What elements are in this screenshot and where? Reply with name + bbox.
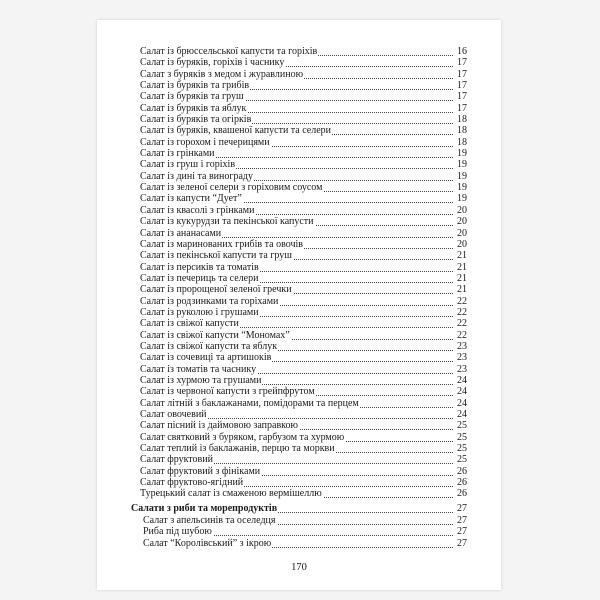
toc-entry — [97, 80, 501, 91]
toc-entry-page: 23 — [453, 352, 467, 363]
toc-entry — [97, 228, 501, 239]
toc-entry-title: Салат із ананасами — [140, 227, 222, 239]
toc-entry-page: 22 — [453, 330, 467, 341]
toc-entry-page: 26 — [453, 477, 467, 488]
toc-entry — [97, 57, 501, 68]
toc-section-page: 27 — [453, 503, 467, 514]
toc-entry-title: Салат із буряків та огірків — [140, 114, 252, 126]
toc-entry-page: 22 — [453, 296, 467, 307]
toc-entry-page: 24 — [453, 398, 467, 409]
toc-entry — [97, 409, 501, 420]
toc-entry — [97, 216, 501, 227]
toc-entry-title: Салат із маринованих грибів та овочів — [140, 238, 303, 250]
toc-entry-page: 16 — [453, 46, 467, 57]
toc-entry-title: Салат із капусти “Дует” — [140, 193, 242, 205]
toc-entry — [97, 526, 501, 537]
toc-entry — [97, 386, 501, 397]
toc-entry — [97, 432, 501, 443]
toc-entry-page: 25 — [453, 443, 467, 454]
toc-entry — [97, 239, 501, 250]
toc-entry — [97, 538, 501, 549]
toc-entry-title: Салат літній з баклажанами, помідорами та перцем — [140, 397, 359, 409]
toc-entry-page: 18 — [453, 125, 467, 136]
toc-entry-title: Салат святковий з буряком, гарбузом та хурмою — [140, 431, 345, 443]
toc-entry-title: Салат із дині та винограду — [140, 170, 254, 182]
toc-entry-page: 17 — [453, 103, 467, 114]
toc-entry-title: Салат із руколою і грушами — [140, 306, 259, 318]
toc-entry-title: Салат із персиків та томатів — [140, 261, 259, 273]
toc-entry-title: Салат із буряків, горіхів і часнику — [140, 57, 285, 69]
toc-entry-title: Салат із хурмою та грушами — [140, 374, 262, 386]
toc-entry — [97, 284, 501, 295]
toc-section-heading — [97, 503, 501, 514]
toc-entry-title: Салат пісний із даймовою заправкою — [140, 420, 299, 432]
toc-entry — [97, 69, 501, 80]
toc-entry-title: Салат із сочевиці та артишоків — [140, 352, 272, 364]
book-page — [97, 20, 501, 590]
toc-entry — [97, 114, 501, 125]
toc-entry-page: 27 — [453, 515, 467, 526]
toc-entry — [97, 137, 501, 148]
toc-entry-page: 20 — [453, 239, 467, 250]
toc-entry-title: Салат з буряків з медом і журавлиною — [140, 68, 304, 80]
toc-entry-page: 22 — [453, 307, 467, 318]
toc-entry — [97, 46, 501, 57]
toc-entry-title: Турецький салат із смаженою вермішеллю — [140, 488, 322, 500]
toc-entry — [97, 375, 501, 386]
toc-entry-page: 24 — [453, 386, 467, 397]
toc-entry-title: Салат із брюссельської капусти та горіхів — [140, 46, 318, 57]
toc-entry — [97, 364, 501, 375]
toc-entry — [97, 466, 501, 477]
toc-entry-page: 26 — [453, 466, 467, 477]
toc-entry-title: Салат з апельсинів та оселедця — [143, 515, 276, 527]
toc-entry-page: 17 — [453, 91, 467, 102]
toc-entry-page: 21 — [453, 284, 467, 295]
toc-entry-page: 19 — [453, 148, 467, 159]
toc-entry — [97, 352, 501, 363]
toc-entry-title: Салат фруктово-ягідний — [140, 477, 244, 489]
toc-entry-page: 18 — [453, 137, 467, 148]
toc-entry-title: Салат фруктовий з фініками — [140, 465, 261, 477]
toc-entry-title: Салат теплий із баклажанів, перцю та моркви — [140, 443, 335, 455]
toc-entry-title: Салат овочевий — [140, 409, 207, 420]
toc-entry — [97, 307, 501, 318]
toc-entry-title: Салат із свіжої капусти “Мономах” — [140, 329, 290, 341]
toc-entry-title: Салат із червоної капусти з грейпфрутом — [140, 386, 315, 398]
toc-entry-page: 21 — [453, 262, 467, 273]
toc-entry — [97, 296, 501, 307]
toc-entry-page: 20 — [453, 205, 467, 216]
toc-entry-page: 27 — [453, 538, 467, 549]
toc-entry — [97, 262, 501, 273]
toc-entry — [97, 477, 501, 488]
toc-entry-title: Салат із буряків, квашеної капусти та селери — [140, 125, 332, 137]
toc-entry-page: 27 — [453, 526, 467, 537]
toc-entry-page: 26 — [453, 488, 467, 499]
toc-entry — [97, 193, 501, 204]
toc-entry-title: Салат із буряків та груш — [140, 91, 244, 103]
toc-entry-page: 22 — [453, 318, 467, 329]
toc-section-title: Салати з риби та морепродуктів — [131, 502, 278, 514]
toc-entry-page: 17 — [453, 69, 467, 80]
toc-entry-title: Салат із свіжої капусти та яблук — [140, 340, 278, 352]
toc-entry-page: 21 — [453, 273, 467, 284]
toc-entry — [97, 515, 501, 526]
toc-entry-page: 19 — [453, 182, 467, 193]
toc-entry-page: 17 — [453, 80, 467, 91]
toc-entry-title: Салат із томатів та часнику — [140, 363, 257, 375]
toc-entry — [97, 205, 501, 216]
toc-entry-title: Салат із буряків та грибів — [140, 80, 250, 92]
toc-entry-title: Салат із пророщеної зеленої гречки — [140, 284, 292, 296]
toc-entry — [97, 182, 501, 193]
toc-entry-title: Салат із горохом і печерицями — [140, 136, 270, 148]
toc-entry-title: Салат із зеленої селери з горіховим соусом — [140, 182, 323, 194]
toc-entry-page: 20 — [453, 216, 467, 227]
toc-entry-page: 24 — [453, 375, 467, 386]
toc-entry — [97, 341, 501, 352]
table-of-contents — [97, 46, 501, 549]
toc-entry — [97, 420, 501, 431]
toc-entry — [97, 250, 501, 261]
toc-entry-page: 23 — [453, 364, 467, 375]
toc-entry-title: Салат із печериць та селери — [140, 272, 259, 284]
toc-entry-title: Салат із груш і горіхів — [140, 159, 236, 171]
toc-entry — [97, 91, 501, 102]
toc-entry-page: 24 — [453, 409, 467, 420]
toc-entry-page: 18 — [453, 114, 467, 125]
toc-entry — [97, 103, 501, 114]
toc-entry-page: 21 — [453, 250, 467, 261]
toc-entry-page: 23 — [453, 341, 467, 352]
toc-entry — [97, 125, 501, 136]
toc-entry-title: Салат із пекінської капусти та груш — [140, 250, 292, 262]
toc-entry-title: Салат фруктовий — [140, 454, 213, 466]
toc-entry-page: 17 — [453, 57, 467, 68]
toc-entry-title: Салат із родзинками та горіхами — [140, 295, 279, 307]
toc-entry-title: Салат із свіжої капусти — [140, 318, 239, 330]
toc-entry — [97, 398, 501, 409]
toc-entry — [97, 159, 501, 170]
toc-entry-page: 19 — [453, 171, 467, 182]
toc-entry — [97, 488, 501, 499]
toc-entry-page: 25 — [453, 420, 467, 431]
toc-entry-title: Риба під шубою — [143, 526, 212, 538]
page-number: 170 — [291, 562, 307, 573]
toc-entry — [97, 318, 501, 329]
toc-entry — [97, 148, 501, 159]
toc-entry-page: 25 — [453, 432, 467, 443]
toc-entry — [97, 454, 501, 465]
toc-entry-page: 19 — [453, 159, 467, 170]
toc-entry-title: Салат із буряків та яблук — [140, 102, 247, 114]
toc-entry — [97, 171, 501, 182]
toc-entry-title: Салат із грінками — [140, 148, 215, 160]
toc-entry-title: Салат із кукурудзи та пекінської капусти — [140, 216, 314, 228]
toc-entry-page: 25 — [453, 454, 467, 465]
toc-entry — [97, 443, 501, 454]
toc-entry-title: Салат із квасолі з грінками — [140, 204, 255, 216]
toc-entry-page: 20 — [453, 228, 467, 239]
toc-entry — [97, 273, 501, 284]
toc-entry — [97, 330, 501, 341]
toc-entry-title: Салат “Королівський” з ікрою — [143, 537, 272, 549]
toc-entry-page: 19 — [453, 193, 467, 204]
